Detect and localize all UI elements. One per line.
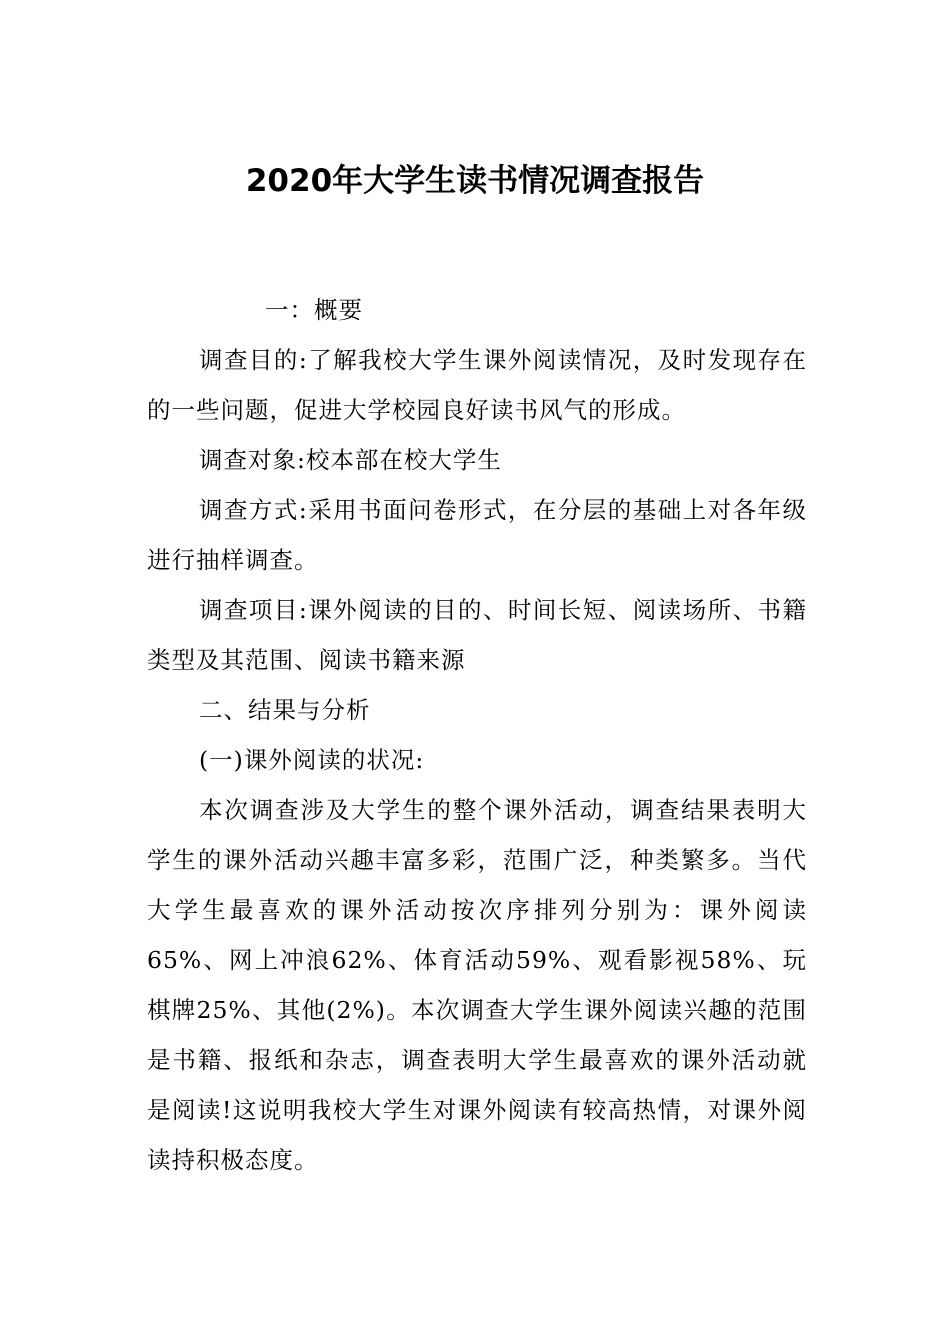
section-heading-overview: 一：概要 bbox=[265, 296, 363, 324]
paragraph-method: 调查方式:采用书面问卷形式，在分层的基础上对各年级进行抽样调查。 bbox=[147, 496, 807, 574]
paragraph-subjects: 调查对象:校本部在校大学生 bbox=[199, 446, 502, 474]
document-title: 2020年大学生读书情况调查报告 bbox=[245, 163, 705, 199]
paragraph-purpose: 调查目的:了解我校大学生课外阅读情况，及时发现存在的一些问题，促进大学校园良好读书风气的形成。 bbox=[147, 346, 807, 424]
paragraph-findings: 本次调查涉及大学生的整个课外活动，调查结果表明大学生的课外活动兴趣丰富多彩，范围广泛，种类繁多。当代大学生最喜欢的课外活动按次序排列分别为：课外阅读65%、网上冲浪62%、体育活动59%、观看影视58%、玩棋牌25%、其他(2%)。本次调查大学生课外阅读兴趣的范围是书籍、报纸和杂志，调查表明大学生最喜欢的课外活动就是阅读!这说明我校大学生对课外阅读有较高热情，对课外阅读持积极态度。 bbox=[147, 796, 807, 1174]
section-heading-results: 二、结果与分析 bbox=[199, 696, 371, 724]
subsection-heading-reading-status: (一)课外阅读的状况: bbox=[199, 746, 425, 774]
paragraph-items: 调查项目:课外阅读的目的、时间长短、阅读场所、书籍类型及其范围、阅读书籍来源 bbox=[147, 596, 807, 674]
document-body bbox=[147, 285, 807, 1185]
